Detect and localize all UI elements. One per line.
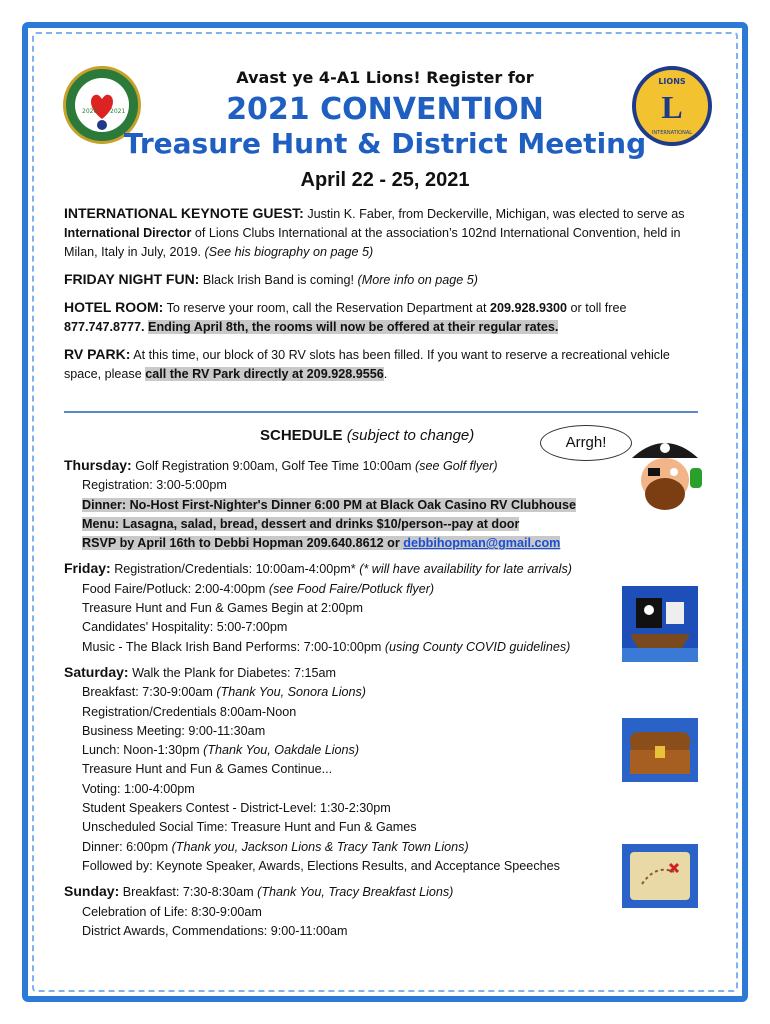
sunday-first: Breakfast: 7:30-8:30am <box>122 885 258 900</box>
lions-top-text: LIONS <box>658 77 686 86</box>
friday-music: Music - The Black Irish Band Performs: 7:00-10:00pm <box>82 639 385 654</box>
event-dates: April 22 - 25, 2021 <box>300 169 470 191</box>
hotel-text2: or toll free <box>567 301 627 315</box>
sunday-label: Sunday: <box>64 883 120 900</box>
rv-label: RV PARK: <box>64 346 131 362</box>
rv-section <box>64 345 704 384</box>
thursday-dinner1: Dinner: No-Host First-Nighter's Dinner 6:00 PM at Black Oak Casino RV Clubhouse <box>82 497 577 512</box>
thursday-label: Thursday: <box>64 457 132 473</box>
saturday-speakers: Student Speakers Contest - District-Level: 1:30-2:30pm <box>82 801 391 816</box>
saturday-lunch: Lunch: Noon-1:30pm <box>82 743 204 758</box>
schedule-subtitle: (subject to change) <box>346 427 475 444</box>
thursday-registration: Registration: 3:00-5:00pm <box>82 478 227 493</box>
speech-bubble: Arrgh! <box>540 425 632 461</box>
friday-block <box>64 559 654 656</box>
keynote-section <box>64 204 704 262</box>
saturday-followed: Followed by: Keynote Speaker, Awards, Elections Results, and Acceptance Speeches <box>82 858 560 873</box>
seal-year-left: 2020 <box>82 108 98 115</box>
keynote-text1: Justin K. Faber, from Deckerville, Michigan, was elected to serve as <box>303 207 685 221</box>
section-divider <box>64 411 698 413</box>
saturday-dinner: Dinner: 6:00pm <box>82 839 172 854</box>
tagline: Avast ye 4-A1 Lions! Register for <box>236 68 534 87</box>
friday-candidates: Candidates' Hospitality: 5:00-7:00pm <box>82 620 288 635</box>
hotel-section <box>64 298 704 337</box>
schedule-list <box>64 456 654 947</box>
keynote-text2: of Lions Clubs International at the association’s 102nd International Convention, held in Milan, Italy in July, 2019. <box>64 226 681 259</box>
thursday-dinner3: RSVP by April 16th to Debbi Hopman 209.640.8612 or <box>82 536 404 551</box>
seal-year-right: 2021 <box>110 108 126 115</box>
saturday-voting: Voting: 1:00-4:00pm <box>82 781 195 796</box>
schedule-heading: SCHEDULE <box>260 427 343 444</box>
saturday-business: Business Meeting: 9:00-11:30am <box>82 723 266 738</box>
hotel-label: HOTEL ROOM: <box>64 299 164 315</box>
saturday-dinner-note: (Thank you, Jackson Lions & Tracy Tank Town Lions) <box>171 839 469 854</box>
keynote-label: INTERNATIONAL KEYNOTE GUEST: <box>64 205 304 221</box>
keynote-bold: International Director <box>64 226 192 240</box>
saturday-lunch-note: (Thank You, Oakdale Lions) <box>203 743 360 758</box>
saturday-breakfast-note: (Thank You, Sonora Lions) <box>216 685 366 700</box>
sunday-awards: District Awards, Commendations: 9:00-11:00am <box>82 923 348 938</box>
schedule-title <box>260 427 474 444</box>
thursday-dinner2: Menu: Lasagna, salad, bread, dessert and drinks $10/person--pay at door <box>82 516 520 531</box>
thursday-block <box>64 456 654 553</box>
rv-end: . <box>383 367 388 381</box>
page-header <box>60 60 710 200</box>
friday-fun-note: (More info on page 5) <box>357 273 478 287</box>
sunday-celebration: Celebration of Life: 8:30-9:00am <box>82 904 262 919</box>
rv-highlight: call the RV Park directly at 209.928.9556 <box>145 367 384 381</box>
saturday-registration: Registration/Credentials 8:00am-Noon <box>82 704 297 719</box>
saturday-treasure: Treasure Hunt and Fun & Games Continue... <box>82 762 333 777</box>
friday-label: Friday: <box>64 560 111 577</box>
rv-text: At this time, our block of 30 RV slots has been filled. If you want to reserve a recreational vehicle space, please <box>64 348 670 381</box>
friday-treasure: Treasure Hunt and Fun & Games Begin at 2:00pm <box>82 601 363 616</box>
thursday-first-note: (see Golf flyer) <box>414 459 498 473</box>
friday-fun-text: Black Irish Band is coming! <box>199 273 358 287</box>
hotel-text1: To reserve your room, call the Reservation Department at <box>163 301 490 315</box>
saturday-block <box>64 663 654 876</box>
friday-food: Food Faire/Potluck: 2:00-4:00pm <box>82 581 269 596</box>
friday-fun-section <box>64 270 704 290</box>
friday-food-note: (see Food Faire/Potluck flyer) <box>268 581 435 596</box>
saturday-breakfast: Breakfast: 7:30-9:00am <box>82 685 217 700</box>
saturday-first: Walk the Plank for Diabetes: 7:15am <box>132 665 337 680</box>
sunday-first-note: (Thank You, Tracy Breakfast Lions) <box>257 885 454 900</box>
lions-letter: L <box>661 89 683 125</box>
friday-first-note: (* will have availability for late arrivals) <box>359 562 572 577</box>
rsvp-email-link[interactable]: debbihopman@gmail.com <box>403 536 561 551</box>
convention-title: 2021 CONVENTION <box>226 92 544 127</box>
saturday-social: Unscheduled Social Time: Treasure Hunt and Fun & Games <box>82 820 417 835</box>
keynote-note: (See his biography on page 5) <box>204 245 374 259</box>
event-title: Treasure Hunt & District Meeting <box>123 127 647 160</box>
thursday-first: Golf Registration 9:00am, Golf Tee Time 10:00am <box>135 459 415 473</box>
info-sections <box>64 204 704 392</box>
saturday-label: Saturday: <box>64 663 129 680</box>
hotel-phone2: 877.747.8777. <box>64 320 145 334</box>
friday-first: Registration/Credentials: 10:00am-4:00pm* <box>114 562 360 577</box>
hotel-phone1: 209.928.9300 <box>489 301 567 315</box>
friday-music-note: (using County COVID guidelines) <box>384 639 571 654</box>
lions-bottom-text: INTERNATIONAL <box>651 130 693 136</box>
sunday-block <box>64 882 654 941</box>
friday-fun-label: FRIDAY NIGHT FUN: <box>64 271 200 287</box>
hotel-highlight: Ending April 8th, the rooms will now be offered at their regular rates. <box>148 320 559 334</box>
